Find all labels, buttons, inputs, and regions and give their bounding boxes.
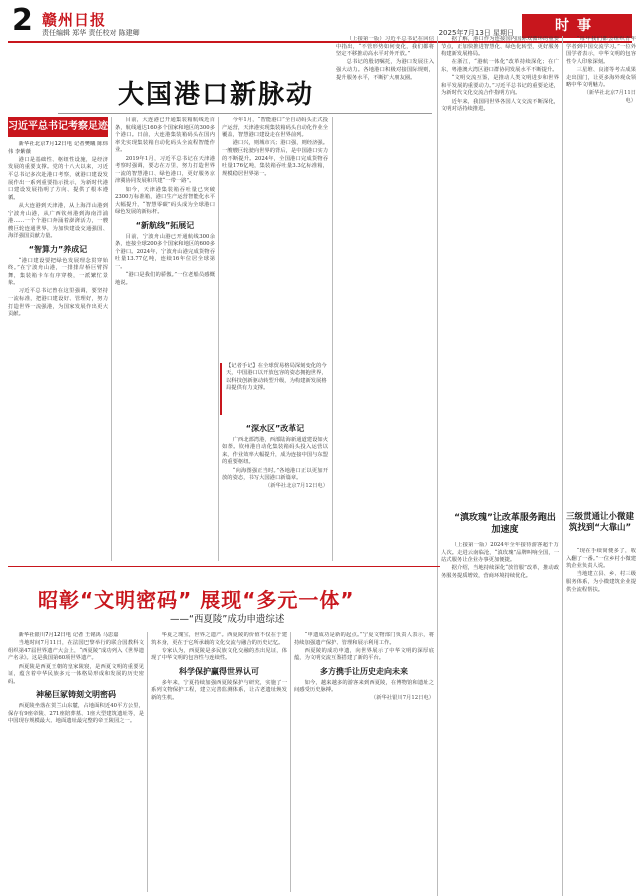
mid-story-body (441, 542, 559, 892)
section-tag: 时事 (522, 14, 632, 38)
feature-subhead: “深水区”改革记 (245, 424, 305, 433)
story-paragraph: “文明交流互鉴，是推动人类文明进步和世界和平发展的重要动力。”习近平总书记的重要论述，为新时代文化交流合作指明方向。 (441, 75, 559, 97)
bottom-paragraph: 当地时间7月11日，在法国巴黎举行的联合国教科文组织第47届世界遗产大会上，“西夏陵”成功列入《世界遗产名录》。这是我国第60项世界遗产。 (8, 640, 144, 662)
page-number: 2 (12, 3, 33, 38)
bottom-subhead: 科学保护赢得世界认可 (179, 666, 259, 676)
paper-name: 赣州日报 (42, 11, 107, 29)
bottom-paragraph: 专家认为，西夏陵是多民族文化交融的杰出见证，体现了中华文明的包容性与连续性。 (151, 647, 287, 662)
bottom-paragraph: 西夏陵的成功申遗，向世界展示了中华文明的深厚底蕴，为文明交流互鉴搭建了新的平台。 (294, 647, 434, 662)
story-paragraph: 在浙江，“港航一体化”改革持续深化；在广东，粤港澳大湾区港口群协同发展水平不断提升。 (441, 59, 559, 73)
story-paragraph: 据介绍，当地持续深化“放管服”改革，推动政务服务提质增效，营商环境持续优化。 (441, 565, 559, 579)
column-divider (437, 36, 438, 896)
feature-paragraph: “向海图强正当时。”各地港口正以更加开放的姿态，书写大国港口新篇章。 (222, 467, 328, 482)
bottom-paragraph: 如今，越来越多的游客来到西夏陵，在博物馆和遗址之间感受历史脉搏。 (294, 679, 434, 694)
column-divider (290, 632, 291, 892)
lead-byline: 新华社北京7月12日电 记者樊曦 陈炜伟 李紫薇 (8, 141, 108, 155)
lead-col-3b (222, 420, 328, 561)
story-headline-mid: “滇玫瑰”让改革服务跑出加速度 (454, 513, 556, 535)
feature-subhead: “智算力”养成记 (28, 244, 88, 254)
bottom-col-3 (294, 632, 434, 892)
bottom-subhead: 神秘巨冢铸刻文明密码 (36, 690, 116, 700)
column-divider (332, 117, 333, 561)
feature-paragraph: 习近平总书记曾在这里强调，要坚持一流标准，把港口建设好、管理好，努力打造世界一流强港，为国家发展作出更大贡献。 (8, 288, 108, 318)
bottom-feature-title: 昭彰“文明密码” 展现“多元一体” (38, 588, 355, 612)
date-line: 2025年7月13日 星期日 (438, 29, 514, 37)
story-paragraph: “每年我们都会组织青年学者到中国交流学习。”一位外国学者表示，中华文明的包容性令人印象深刻。 (566, 36, 636, 65)
feature-paragraph: 广西北部湾港，西部陆海新通道建设如火如荼。钦州港自动化集装箱码头投入运营以来，作业效率大幅提升，成为连接中国与东盟的重要枢纽。 (222, 436, 328, 466)
right-col-3 (566, 36, 636, 506)
feature-paragraph: 目前，宁波舟山港已开通航线300余条，连接全球200多个国家和地区的600多个港口。2024年，宁波舟山港完成货物吞吐量13.77亿吨，连续16年位居全球第一。 (115, 233, 215, 270)
column-title-box: 习近平总书记考察足迹 (8, 117, 108, 137)
feature-paragraph: “港口是我们的骄傲。”一位老船员感慨地说。 (115, 272, 215, 286)
bottom-paragraph: 华夏之瑰宝，世界之遗产。西夏陵的价值不仅在于建筑本身，更在于它所承载的文化交流与融合的历史记忆。 (151, 632, 287, 646)
column-divider (111, 117, 112, 561)
column-divider (562, 36, 563, 896)
story-paragraph: 三星堆、良渚等考古成果走出国门，让更多海外观众领略中华文明魅力。 (566, 66, 636, 89)
source-line: （新华社北京7月11日电） (583, 90, 636, 104)
story-paragraph: 总书记的殷切嘱托，为港口发展注入强大动力。各地港口积极对接国际规则，提升服务水平，不断扩大朋友圈。 (336, 59, 434, 81)
story-paragraph: （上接第一版）2024年全年接待游客超千万人次。走进云南临沧，“滇玫瑰”品牌叫响全国，一站式服务让企业办事更加便捷。 (441, 542, 559, 564)
bottom-byline: 新华社银川7月12日电 记者 王铭禹 马思嘉 (18, 632, 119, 638)
lead-paragraph: 如今，天津港集装箱吞吐量已突破2300万标准箱，港口生产运营智能化水平大幅提升，“智慧零碳”码头成为全球港口绿色发展的新标杆。 (115, 186, 215, 216)
story-paragraph: （上接第一版）习近平总书记在回信中指出，“不管形势如何变化，我们都将坚定不移推动高水平对外开放。” (336, 36, 434, 58)
story-paragraph: 近年来，我国同世界各国人文交流不断深化，文明对话持续推进。 (441, 98, 559, 113)
story-paragraph: 据了解，港口作为连接国内国际双循环的重要节点，正加快推进智慧化、绿色化转型，更好服务构建新发展格局。 (441, 36, 559, 58)
lead-headline: 大国港口新脉动 (118, 80, 315, 110)
masthead (8, 3, 632, 40)
bottom-paragraph: “申遗成功是新的起点。”宁夏文物部门负责人表示，将持续加强遗产保护、管理和展示利用工作。 (294, 632, 434, 646)
source-line: （新华社北京7月12日电） (264, 483, 328, 490)
right-col-2 (441, 36, 559, 506)
bottom-col-1 (8, 632, 144, 892)
bottom-subhead: 多方携手让历史走向未来 (320, 666, 408, 676)
feature-paragraph: “港口建设要把绿色发展理念贯穿始终。”在宁波舟山港，一排排岸桥巨臂挥舞，集装箱卡车有序穿梭，一派繁忙景象。 (8, 257, 108, 287)
column-divider (147, 632, 148, 892)
right-col-1 (336, 36, 434, 561)
bottom-paragraph: 西夏陵是西夏王朝的皇家陵寝，是西夏文明的重要见证，蕴含着中华民族多元一体格局形成和发展的历史密码。 (8, 663, 144, 685)
far-story-body (566, 548, 636, 892)
lead-col-2 (115, 117, 215, 561)
reporter-note: 【记者手记】在全球贸易格局深刻变化的今天，中国港口以开放包容的姿态拥抱世界，以科技创新驱动转型升级，为构建新发展格局提供有力支撑。 (220, 363, 328, 415)
bottom-feature-subtitle: ——“西夏陵”成功申遗综述 (170, 614, 285, 625)
lead-col-3 (222, 117, 328, 359)
bottom-rule (8, 566, 440, 567)
lead-paragraph: 港口兴，则城市兴；港口强，则经济强。一艘艘巨轮驶向世界的背后，是中国港口实力的不断提升。2024年，全国港口完成货物吞吐量176亿吨，集装箱吞吐量3.3亿标准箱，规模稳居世界第一。 (222, 140, 328, 177)
column-divider (218, 117, 219, 561)
lead-paragraph: 目前，大连港已开通集装箱航线近百条，航线通达160多个国家和地区的300多个港口。日前，大连港集装箱码头在国内率先实现集装箱自动化码头全流程智能作业。 (115, 117, 215, 154)
bottom-col-2 (151, 632, 287, 892)
lead-paragraph: 今年1月，“智能港口”全自动码头正式投产运营，天津港实现集装箱码头自动化作业全覆盖，智慧港口建设走在世界前列。 (222, 117, 328, 139)
bottom-paragraph: 西夏陵坐落在贺兰山东麓，占地面积近40平方公里，保存有9座帝陵、271座陪葬墓、1座大型建筑遗址等，是中国现存规模最大、地面遗址最完整的帝王陵园之一。 (8, 702, 144, 725)
lead-paragraph: 港口是基础性、枢纽性设施，是经济发展的重要支撑。党的十八大以来，习近平总书记多次赴港口考察，就港口建设发展作出一系列重要指示批示，为新时代港口建设发展指明了方向、提供了根本遵循。 (8, 156, 108, 201)
lead-col-1 (8, 141, 108, 561)
story-paragraph: “现在手续简便多了，收入翻了一番。”一位乡村小微建筑企业负责人说。 (566, 548, 636, 570)
source-line: （新华社银川7月12日电） (370, 695, 434, 702)
bottom-paragraph: 多年来，宁夏持续加强西夏陵保护与研究，实施了一系列文物保护工程，建立完善监测体系，让古老遗址焕发新的生机。 (151, 679, 287, 701)
story-paragraph: 当地建立县、乡、村三级服务体系，为小微建筑企业提供全流程帮扶。 (566, 571, 636, 593)
editors-line: 责任编辑 郑华 责任校对 陈建卿 (42, 29, 140, 37)
feature-subhead: “新航线”拓展记 (135, 220, 195, 230)
lead-paragraph: 2019年1月，习近平总书记在天津港考察时强调，要志在万里，努力打造世界一流的智慧港口、绿色港口，更好服务京津冀协同发展和共建“一带一路”。 (115, 155, 215, 185)
lead-paragraph: 从大连港到天津港，从上海洋山港到宁波舟山港，从广西钦州港到海南洋浦港……一个个港口奔涌着澎湃活力，一艘艘巨轮连通世界，为加快建设交通强国、海洋强国贡献力量。 (8, 202, 108, 240)
story-headline-far: 三级贯通让小微建筑找到“大靠山” (565, 512, 634, 533)
